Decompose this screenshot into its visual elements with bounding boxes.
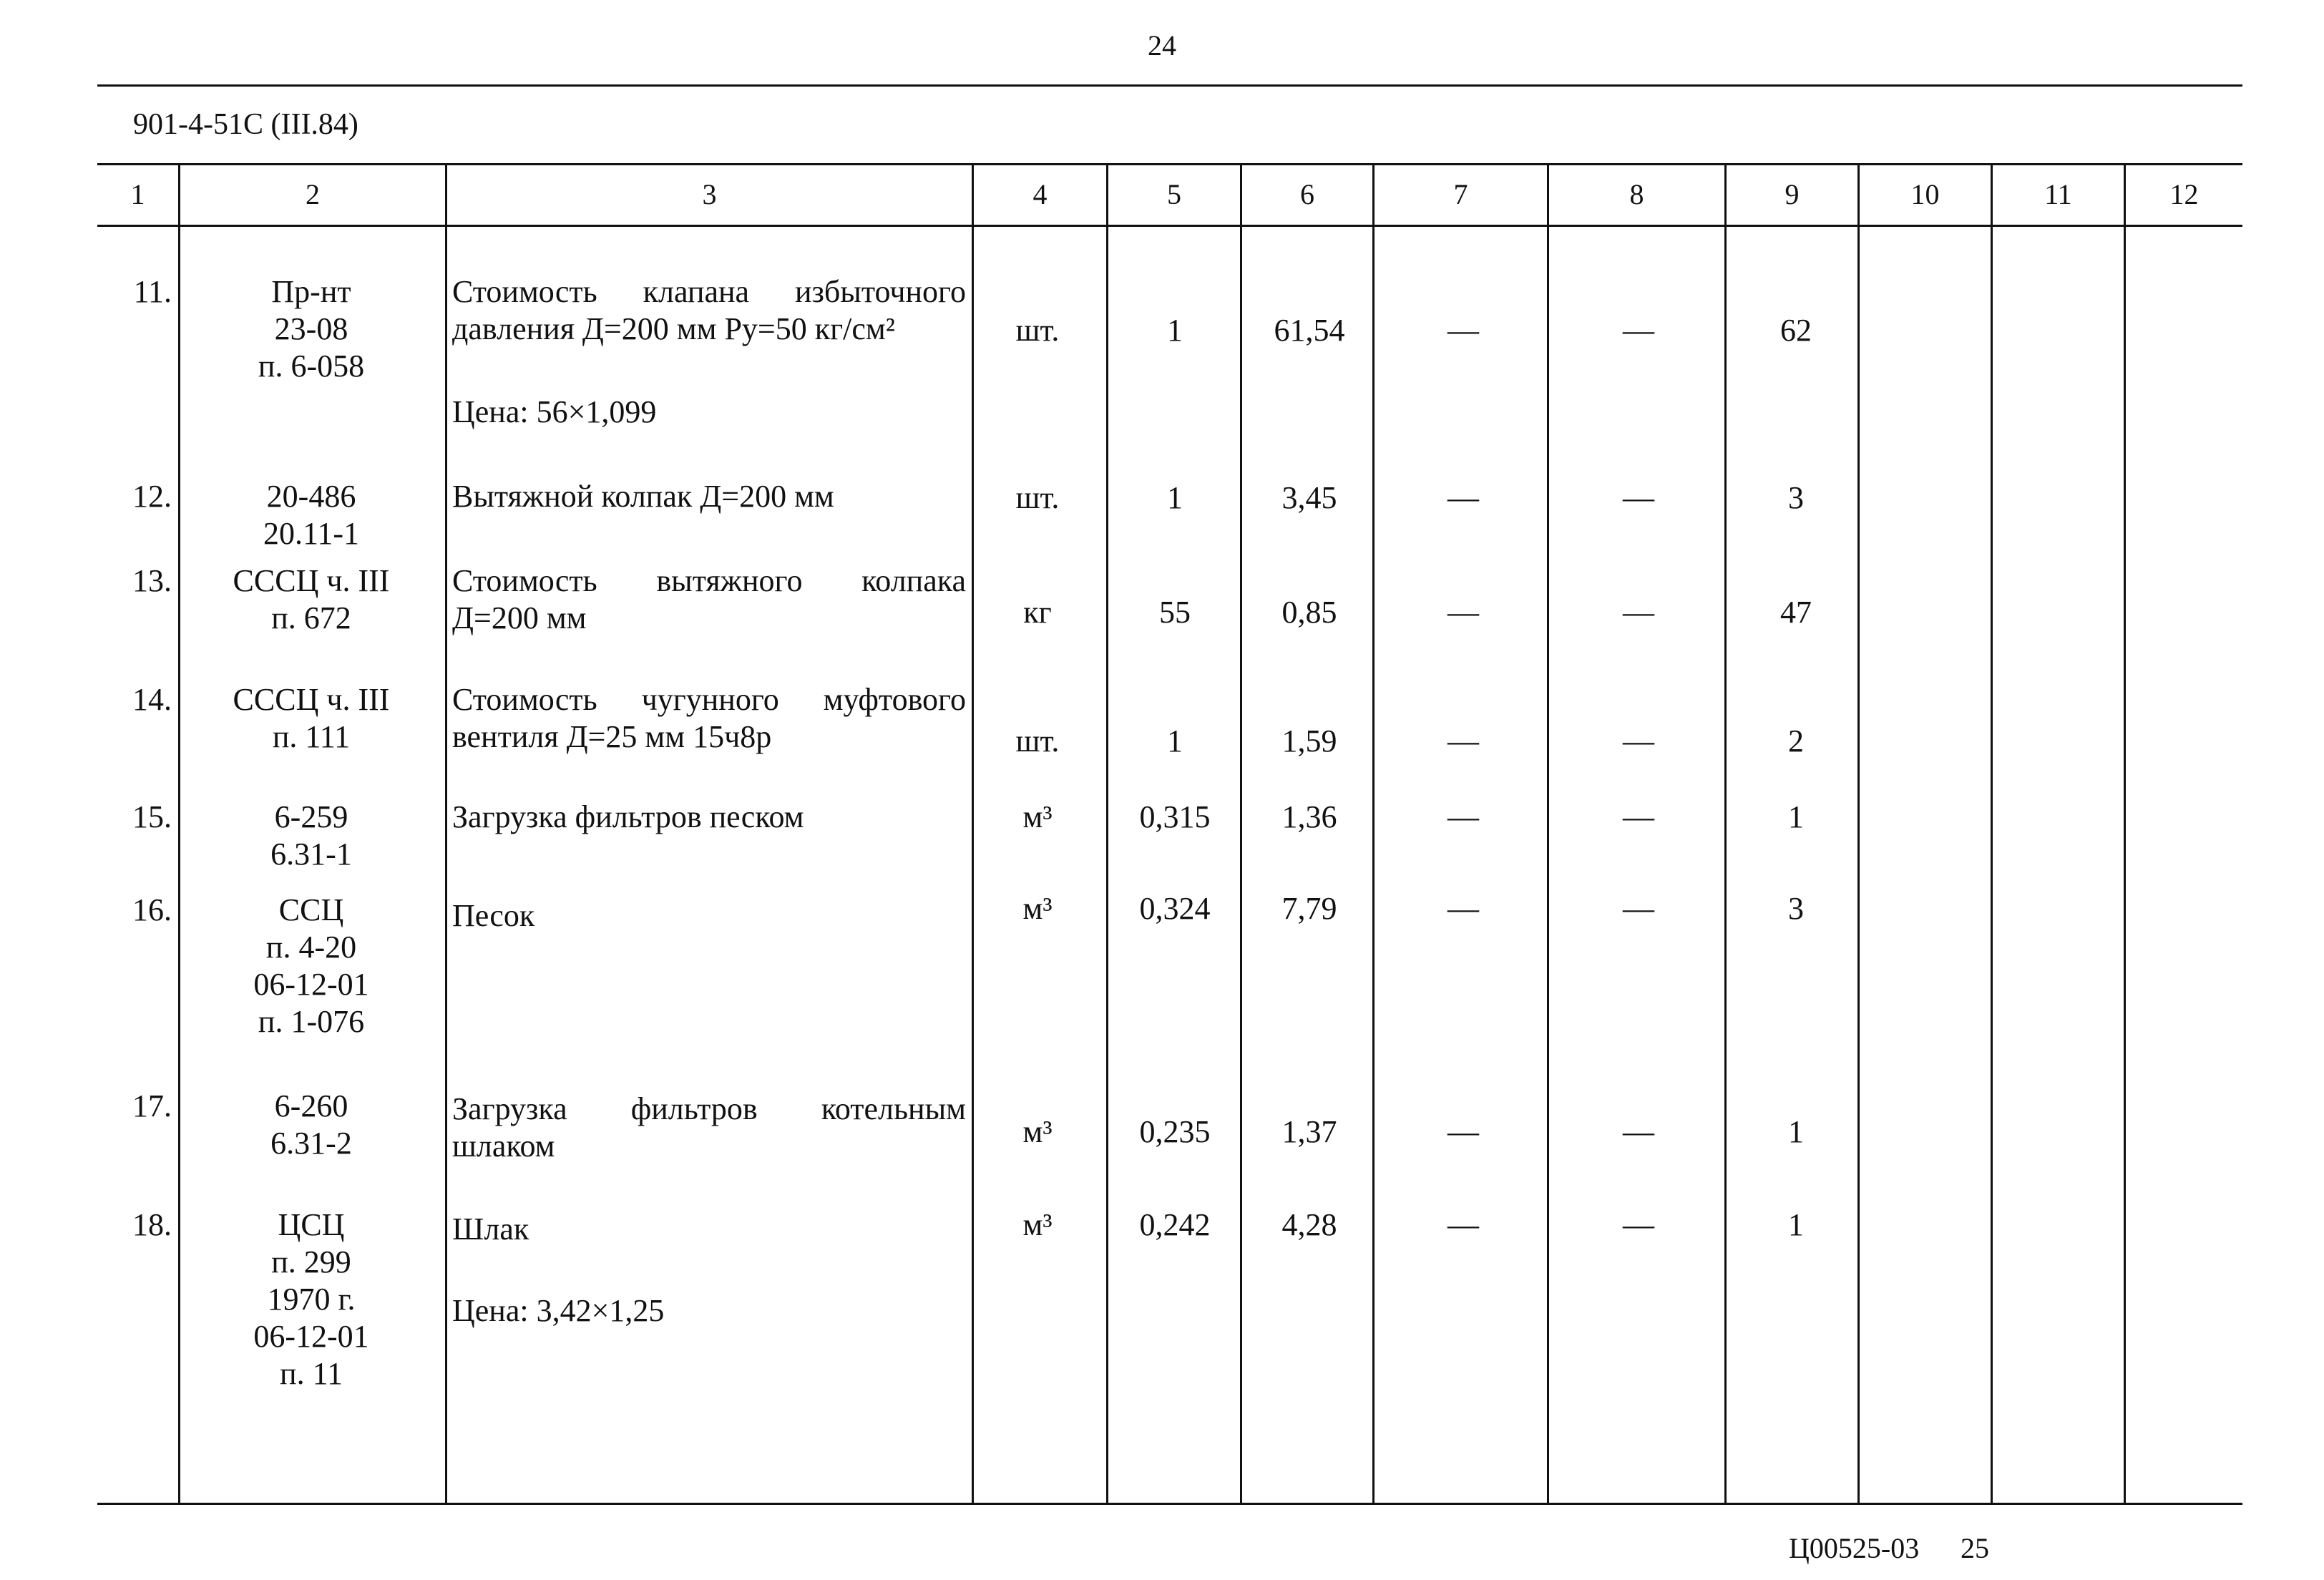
column-number: 3 xyxy=(702,178,717,210)
reference-line: СССЦ ч. III xyxy=(233,563,390,598)
description-line: Вытяжной колпак Д=200 мм xyxy=(452,479,834,514)
unit-price: 3,45 xyxy=(1281,480,1337,515)
row-number: 17. xyxy=(132,1088,172,1123)
column-divider xyxy=(445,163,447,1504)
reference-line: 20.11-1 xyxy=(263,516,360,551)
quantity: 0,242 xyxy=(1139,1207,1211,1242)
total-cost: 62 xyxy=(1780,313,1812,348)
column-divider xyxy=(1724,163,1727,1504)
row-number: 15. xyxy=(132,799,172,834)
description-line: давления Д=200 мм Ру=50 кг/см² xyxy=(452,311,895,346)
item-description xyxy=(452,478,966,515)
item-description xyxy=(452,562,966,637)
reference-line: 6-260 xyxy=(274,1088,348,1123)
description-line: Д=200 мм xyxy=(452,600,587,635)
unit-price: 1,37 xyxy=(1281,1114,1337,1149)
reference-line: ССЦ xyxy=(278,892,344,927)
unit: м³ xyxy=(1022,891,1053,926)
reference-line: п. 672 xyxy=(271,600,351,635)
column-number: 2 xyxy=(306,178,320,210)
column-number: 12 xyxy=(2169,178,2199,210)
row-number: 11. xyxy=(133,274,172,309)
normative-reference xyxy=(179,273,444,385)
column-8-value: — xyxy=(1623,891,1654,926)
reference-line: 06-12-01 xyxy=(253,1319,369,1354)
column-number: 10 xyxy=(1910,178,1940,210)
column-7-value: — xyxy=(1447,1114,1479,1149)
item-description xyxy=(452,1091,966,1165)
column-7-value: — xyxy=(1447,595,1479,630)
column-number: 4 xyxy=(1032,178,1048,210)
reference-line: 6.31-2 xyxy=(270,1126,352,1161)
description-line: шлаком xyxy=(452,1128,555,1164)
total-cost: 1 xyxy=(1788,1114,1804,1149)
row-number: 18. xyxy=(132,1207,172,1242)
footer-page-number: 25 xyxy=(1961,1532,1989,1564)
description-line: Шлак xyxy=(452,1211,529,1247)
column-number: 7 xyxy=(1453,178,1468,210)
reference-line: 06-12-01 xyxy=(253,967,369,1002)
reference-line: п. 4-20 xyxy=(265,930,357,965)
column-number: 9 xyxy=(1784,178,1800,210)
quantity: 0,315 xyxy=(1139,799,1211,834)
description-line: вентиля Д=25 мм 15ч8р xyxy=(452,719,772,754)
document-code: 901-4-51С (III.84) xyxy=(133,108,358,141)
unit: шт. xyxy=(1015,313,1060,348)
column-8-value: — xyxy=(1623,595,1654,630)
unit: м³ xyxy=(1022,1207,1053,1242)
column-7-value: — xyxy=(1447,799,1479,834)
column-number: 1 xyxy=(130,178,145,210)
column-divider xyxy=(1106,163,1108,1504)
reference-line: Пр-нт xyxy=(271,274,351,309)
price-note: Цена: 3,42×1,25 xyxy=(452,1293,665,1328)
unit: кг xyxy=(1023,595,1052,630)
page-number: 24 xyxy=(1148,29,1176,62)
normative-reference xyxy=(179,562,444,637)
unit-price: 7,79 xyxy=(1281,891,1337,926)
column-8-value: — xyxy=(1623,1114,1654,1149)
quantity: 1 xyxy=(1167,480,1183,515)
row-number: 12. xyxy=(132,479,172,514)
column-number: 5 xyxy=(1167,178,1181,210)
column-7-value: — xyxy=(1447,723,1479,759)
row-number: 16. xyxy=(132,892,172,927)
total-cost: 3 xyxy=(1788,891,1804,926)
normative-reference xyxy=(179,478,444,552)
quantity: 0,235 xyxy=(1139,1114,1211,1149)
normative-reference xyxy=(179,1206,444,1393)
price-note: Цена: 56×1,099 xyxy=(452,394,657,429)
header-bottom-rule xyxy=(97,225,2242,227)
description-line: Стоимость чугунного муфтового xyxy=(452,682,966,717)
column-7-value: — xyxy=(1447,891,1479,926)
item-description xyxy=(452,799,966,836)
total-cost: 3 xyxy=(1788,480,1804,515)
reference-line: 6.31-1 xyxy=(270,837,352,872)
row-number: 14. xyxy=(132,682,172,717)
column-8-value: — xyxy=(1623,1207,1654,1242)
reference-line: ЦСЦ xyxy=(278,1207,345,1242)
unit: м³ xyxy=(1022,799,1053,834)
column-divider xyxy=(2124,163,2126,1504)
total-cost: 1 xyxy=(1788,799,1804,834)
description-line: Загрузка фильтров котельным xyxy=(452,1091,966,1126)
column-number: 8 xyxy=(1629,178,1644,210)
unit: м³ xyxy=(1022,1114,1053,1149)
quantity: 0,324 xyxy=(1139,891,1211,926)
unit-price: 0,85 xyxy=(1281,595,1337,630)
header-top-rule xyxy=(97,163,2242,165)
column-7-value: — xyxy=(1447,313,1479,348)
column-8-value: — xyxy=(1623,313,1654,348)
column-8-value: — xyxy=(1623,723,1654,759)
reference-line: п. 6-058 xyxy=(258,348,365,384)
column-7-value: — xyxy=(1447,1207,1479,1242)
column-8-value: — xyxy=(1623,480,1654,515)
reference-line: 6-259 xyxy=(274,799,348,834)
reference-line: п. 1-076 xyxy=(258,1004,365,1039)
column-divider xyxy=(1240,163,1242,1504)
quantity: 55 xyxy=(1159,595,1191,630)
unit-price: 1,36 xyxy=(1281,799,1337,834)
reference-line: п. 299 xyxy=(271,1244,351,1279)
item-description xyxy=(452,1211,966,1248)
normative-reference xyxy=(179,892,444,1040)
total-cost: 2 xyxy=(1788,723,1804,759)
reference-line: п. 111 xyxy=(272,719,351,754)
item-description xyxy=(452,897,966,935)
footer-document-code: Ц00525-03 xyxy=(1789,1532,1920,1564)
unit-price: 1,59 xyxy=(1281,723,1337,759)
column-8-value: — xyxy=(1623,799,1654,834)
top-rule xyxy=(97,84,2242,87)
unit: шт. xyxy=(1015,723,1060,759)
item-description xyxy=(452,273,966,348)
description-line: Песок xyxy=(452,898,535,933)
description-line: Стоимость клапана избыточного xyxy=(452,274,966,309)
column-7-value: — xyxy=(1447,480,1479,515)
description-line: Загрузка фильтров песком xyxy=(452,799,804,834)
normative-reference xyxy=(179,799,444,873)
quantity: 1 xyxy=(1167,723,1183,759)
total-cost: 1 xyxy=(1788,1207,1804,1242)
reference-line: п. 11 xyxy=(280,1356,343,1391)
item-description xyxy=(452,681,966,756)
total-cost: 47 xyxy=(1780,595,1812,630)
table-bottom-rule xyxy=(97,1503,2242,1505)
reference-line: 20-486 xyxy=(266,479,356,514)
reference-line: 1970 г. xyxy=(267,1282,356,1317)
column-number: 6 xyxy=(1300,178,1314,210)
unit-price: 4,28 xyxy=(1281,1207,1337,1242)
row-number: 13. xyxy=(132,563,172,598)
column-divider xyxy=(1547,163,1549,1504)
reference-line: 23-08 xyxy=(274,311,348,346)
column-number: 11 xyxy=(2044,178,2072,210)
normative-reference xyxy=(179,1088,444,1162)
reference-line: СССЦ ч. III xyxy=(233,682,390,717)
unit-price: 61,54 xyxy=(1274,313,1345,348)
column-divider xyxy=(1991,163,1993,1504)
description-line: Стоимость вытяжного колпака xyxy=(452,563,966,598)
normative-reference xyxy=(179,681,444,756)
quantity: 1 xyxy=(1167,313,1183,348)
unit: шт. xyxy=(1015,480,1060,515)
